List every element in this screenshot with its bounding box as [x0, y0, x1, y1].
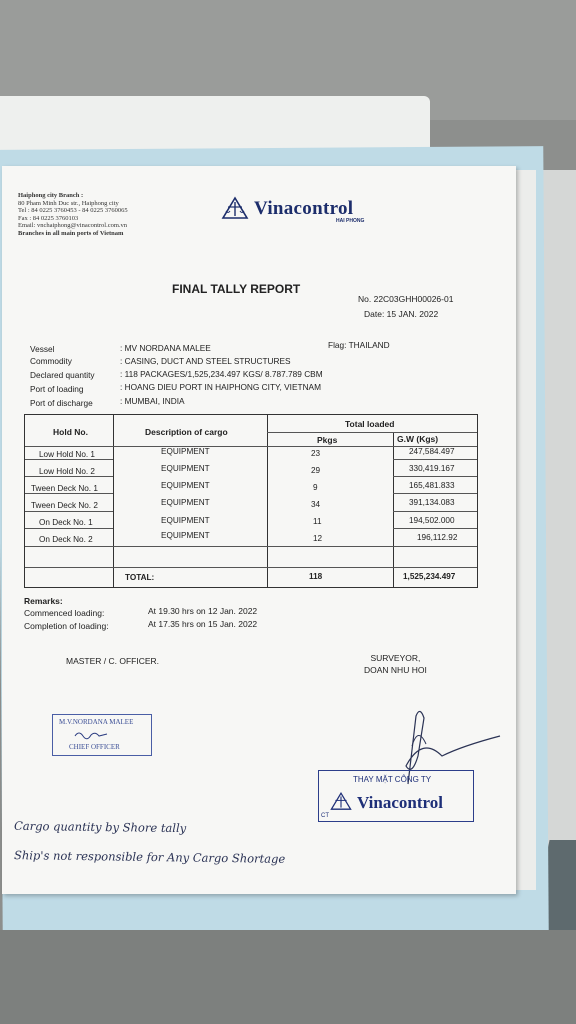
report-title: FINAL TALLY REPORT: [172, 282, 301, 296]
branch-fax: Fax : 84 0225 3760103: [18, 214, 79, 222]
report-date: Date: 15 JAN. 2022: [364, 309, 439, 319]
stamp-vessel-name: M.V.NORDANA MALEE: [59, 718, 134, 726]
col-total-loaded: Total loaded: [345, 419, 395, 429]
row-hold: On Deck No. 2: [39, 535, 93, 544]
scale-icon: [329, 791, 353, 813]
total-label: TOTAL:: [125, 573, 155, 582]
tally-table: [24, 414, 478, 588]
col-hold: Hold No.: [53, 427, 88, 437]
chief-officer-stamp: [52, 714, 152, 756]
stamp-behalf-text: THAY MẶT CÔNG TY: [353, 775, 432, 784]
row-pkgs: 12: [313, 534, 323, 543]
row-gw: 196,112.92: [417, 533, 458, 542]
surveyor-block: [364, 652, 427, 676]
branch-ports: Branches in all main ports of Vietnam: [18, 229, 124, 237]
detail-value: : CASING, DUCT AND STEEL STRUCTURES: [120, 356, 291, 366]
row-pkgs: 23: [311, 449, 321, 458]
officer-signature: [73, 728, 113, 740]
surveyor-name: DOAN NHU HOI: [364, 665, 427, 675]
row-gw: 330,419.167: [409, 464, 455, 473]
stamp-officer-title: CHIEF OFFICER: [69, 743, 120, 751]
detail-value: : MUMBAI, INDIA: [120, 396, 185, 406]
row-hold: Tween Deck No. 1: [31, 484, 98, 493]
detail-label: Vessel: [30, 344, 55, 354]
commenced-value: At 19.30 hrs on 12 Jan. 2022: [148, 606, 258, 616]
col-description: Description of cargo: [145, 427, 228, 437]
row-desc: EQUIPMENT: [161, 464, 210, 473]
handwritten-note-2: Ship's not responsible for Any Cargo Shortage: [13, 848, 286, 866]
total-pkgs: 118: [309, 572, 323, 581]
stamp-code: CT: [321, 813, 329, 819]
col-gw: G.W (Kgs): [397, 434, 439, 444]
tally-report-page: [2, 166, 516, 894]
row-hold: On Deck No. 1: [39, 518, 93, 527]
row-gw: 165,481.833: [409, 481, 455, 490]
row-pkgs: 9: [313, 483, 318, 492]
master-signature-label: MASTER / C. OFFICER.: [66, 656, 160, 666]
branch-info: [18, 192, 128, 238]
logo-text: Vinacontrol: [254, 198, 354, 219]
branch-email: Email: vnchaiphong@vinacontrol.com.vn: [18, 222, 128, 230]
desk-bottom: [0, 930, 576, 1024]
row-gw: 194,502.000: [409, 516, 455, 525]
vessel-flag: Flag: THAILAND: [328, 340, 390, 350]
detail-label: Port of discharge: [30, 398, 93, 408]
row-hold: Low Hold No. 1: [39, 450, 95, 459]
completion-label: Completion of loading:: [24, 621, 109, 631]
completion-value: At 17.35 hrs on 15 Jan. 2022: [148, 619, 258, 629]
stamp-brand: Vinacontrol: [357, 793, 443, 812]
row-desc: EQUIPMENT: [161, 531, 210, 540]
detail-label: Port of loading: [30, 384, 84, 394]
detail-value: : MV NORDANA MALEE: [120, 343, 211, 353]
surveyor-label: SURVEYOR,: [370, 653, 421, 663]
handwritten-note-1: Cargo quantity by Shore tally: [13, 818, 187, 836]
row-gw: 247,584.497: [409, 447, 455, 456]
row-pkgs: 34: [311, 500, 321, 509]
branch-tel: Tel : 84 0225 3760453 - 84 0225 3760065: [18, 207, 128, 215]
row-desc: EQUIPMENT: [161, 481, 210, 490]
total-gw: 1,525,234.497: [403, 572, 456, 581]
detail-value: : 118 PACKAGES/1,525,234.497 KGS/ 8.787.789 CBM: [120, 369, 323, 379]
branch-address: 80 Pham Minh Duc str., Haiphong city: [18, 199, 119, 207]
branch-name: Haiphong city Branch :: [18, 192, 84, 199]
report-number: No. 22C03GHH00026-01: [358, 294, 454, 304]
row-gw: 391,134.083: [409, 498, 455, 507]
row-desc: EQUIPMENT: [161, 498, 210, 507]
detail-value: : HOANG DIEU PORT IN HAIPHONG CITY, VIETNAM: [120, 382, 322, 392]
scale-icon: [220, 196, 250, 222]
row-pkgs: 29: [311, 466, 321, 475]
row-hold: Tween Deck No. 2: [31, 501, 98, 510]
remarks-title: Remarks:: [24, 596, 63, 606]
detail-label: Declared quantity: [30, 370, 95, 380]
row-hold: Low Hold No. 2: [39, 467, 95, 476]
row-desc: EQUIPMENT: [161, 516, 210, 525]
row-desc: EQUIPMENT: [161, 447, 210, 456]
vinacontrol-stamp: [318, 770, 474, 822]
col-pkgs: Pkgs: [317, 435, 338, 445]
detail-label: Commodity: [30, 356, 72, 366]
row-pkgs: 11: [313, 517, 322, 526]
commenced-label: Commenced loading:: [24, 608, 105, 618]
logo-sub: HAI PHONG: [336, 218, 365, 224]
